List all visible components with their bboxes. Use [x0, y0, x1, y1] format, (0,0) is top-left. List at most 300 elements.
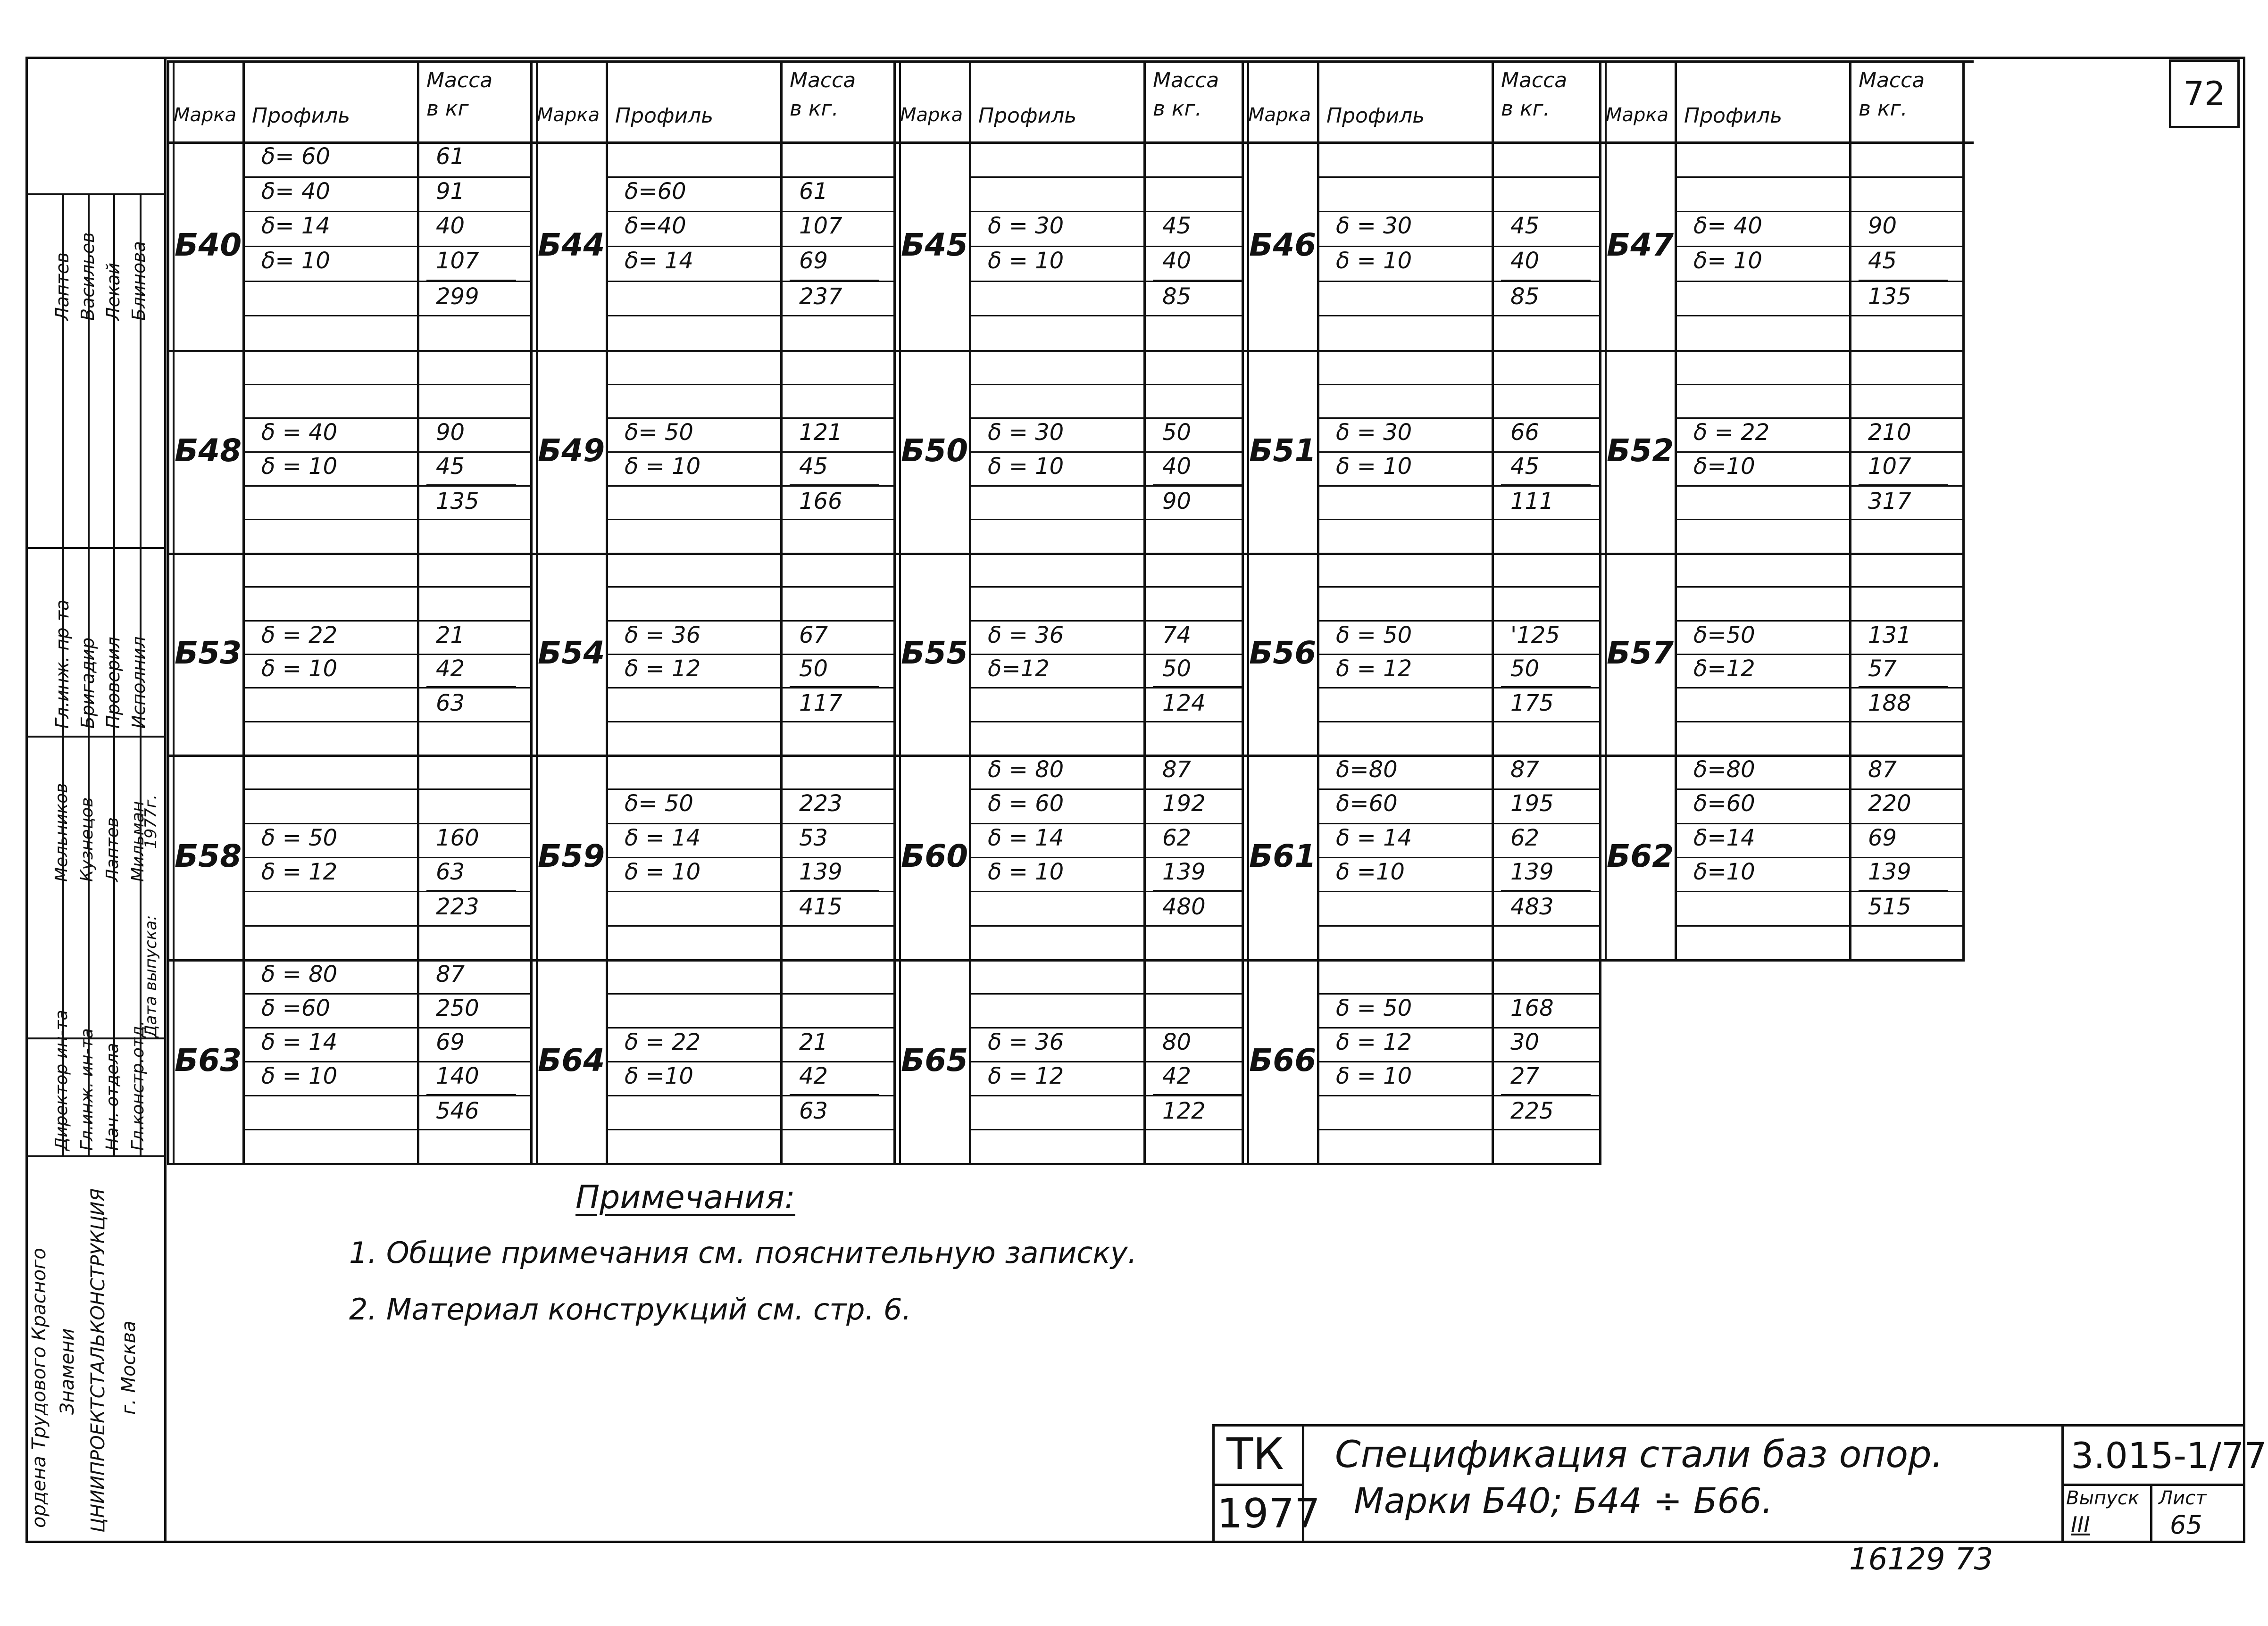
row-subline	[1675, 384, 1962, 385]
mass-cell: 140	[436, 1063, 479, 1089]
column-border	[606, 60, 608, 1163]
stamp-role: Бригадир	[77, 637, 98, 729]
profile-cell: δ =10	[1336, 859, 1405, 885]
mass-cell: 69	[436, 1029, 465, 1055]
year-label: 1977	[1217, 1490, 1320, 1537]
row-subline	[1317, 823, 1599, 824]
mark-label: Б40	[175, 227, 242, 263]
stamp-role: Гл.инж. ин-та	[77, 1028, 97, 1151]
mass-cell: 57	[1868, 655, 1897, 682]
total-underline	[1859, 484, 1948, 487]
mark-label: Б46	[1249, 227, 1317, 263]
mass-cell: 69	[1868, 824, 1897, 851]
row-border	[167, 350, 533, 352]
row-border	[1599, 553, 1965, 555]
mass-total: 546	[436, 1098, 479, 1124]
header-mark: Марка	[1248, 104, 1311, 126]
row-subline	[1317, 586, 1599, 588]
column-border	[969, 60, 971, 1163]
row-subline	[242, 211, 530, 212]
profile-cell: δ =60	[261, 995, 330, 1021]
row-border	[167, 553, 533, 555]
row-subline	[242, 993, 530, 995]
column-border	[1675, 60, 1677, 959]
profile-cell: δ= 50	[625, 419, 693, 446]
mass-cell: 67	[799, 622, 828, 648]
mass-cell: 210	[1868, 419, 1911, 446]
profile-cell: δ = 14	[988, 824, 1064, 851]
profile-cell: δ = 22	[625, 1029, 701, 1055]
group-border	[899, 60, 901, 1163]
mass-cell: 21	[799, 1029, 828, 1055]
group-border	[1247, 60, 1249, 1163]
profile-cell: δ=60	[1693, 790, 1755, 817]
note-line-2: 2. Материал конструкций см. стр. 6.	[349, 1292, 912, 1327]
profile-cell: δ= 10	[1693, 248, 1762, 274]
group-border	[893, 60, 896, 1163]
mass-cell: 63	[436, 859, 465, 885]
total-underline	[1859, 280, 1948, 282]
total-underline	[790, 484, 879, 487]
stamp-name: Мельников	[52, 783, 71, 882]
header-mass-unit: в кг	[426, 97, 469, 121]
row-subline	[1675, 417, 1962, 419]
profile-cell: δ=80	[1336, 756, 1398, 783]
mass-cell: 45	[799, 453, 828, 480]
row-subline	[606, 823, 893, 824]
stamp-divider	[25, 193, 165, 195]
profile-cell: δ=50	[1693, 622, 1755, 648]
row-subline	[969, 620, 1242, 622]
row-subline	[969, 451, 1242, 453]
profile-cell: δ=60	[625, 178, 686, 205]
notes-title: Примечания:	[575, 1179, 795, 1216]
mass-total: 515	[1868, 894, 1911, 921]
mass-cell: 30	[1510, 1029, 1540, 1055]
row-subline	[1675, 857, 1962, 858]
mass-cell: 42	[436, 655, 465, 682]
profile-cell: δ = 10	[1336, 248, 1412, 274]
row-subline	[242, 315, 530, 316]
total-underline	[1153, 890, 1242, 892]
row-subline	[242, 451, 530, 453]
row-border	[167, 755, 533, 757]
row-subline	[242, 246, 530, 247]
row-subline	[242, 620, 530, 622]
total-underline	[790, 1094, 879, 1096]
mass-cell: 45	[1510, 453, 1540, 480]
row-border	[530, 959, 896, 962]
row-subline	[606, 721, 893, 722]
mass-cell: 121	[799, 419, 842, 446]
doc-code: 3.015-1/77	[2071, 1435, 2267, 1477]
row-subline	[969, 176, 1242, 178]
mass-cell: 50	[799, 655, 828, 682]
row-border	[1242, 350, 1601, 352]
stamp-name: Лаптев	[103, 817, 122, 882]
profile-cell: δ = 50	[1336, 995, 1412, 1021]
row-subline	[1317, 417, 1599, 419]
profile-cell: δ = 22	[1693, 419, 1770, 446]
mass-cell: 40	[436, 213, 465, 240]
column-border	[242, 60, 245, 1163]
row-subline	[1317, 620, 1599, 622]
mass-cell: 220	[1868, 790, 1911, 817]
mass-cell: 107	[799, 213, 842, 240]
row-subline	[969, 654, 1242, 655]
mark-label: Б58	[175, 838, 242, 874]
total-underline	[790, 686, 879, 689]
org-line-4: г. Москва	[118, 1320, 140, 1415]
row-subline	[242, 823, 530, 824]
mass-cell: 62	[1162, 824, 1192, 851]
header-mass-unit: в кг.	[1859, 97, 1908, 121]
profile-cell: δ = 10	[261, 1063, 338, 1089]
row-subline	[606, 586, 893, 588]
row-border	[893, 755, 1244, 757]
mark-label: Б52	[1607, 432, 1674, 469]
profile-cell: δ = 30	[988, 419, 1064, 446]
profile-cell: δ = 36	[988, 1029, 1064, 1055]
row-subline	[1317, 788, 1599, 790]
mass-total: 480	[1162, 894, 1206, 921]
total-underline	[1501, 1094, 1591, 1096]
profile-cell: δ = 10	[988, 453, 1064, 480]
row-subline	[606, 315, 893, 316]
header-profile: Профиль	[1684, 104, 1783, 128]
stamp-name: Лекай	[103, 263, 124, 321]
row-subline	[1675, 654, 1962, 655]
row-subline	[969, 417, 1242, 419]
row-subline	[606, 246, 893, 247]
mass-cell: 74	[1162, 622, 1192, 648]
mark-label: Б64	[538, 1042, 605, 1078]
stamp-border	[164, 57, 167, 1543]
total-underline	[1153, 484, 1242, 487]
mass-cell: 139	[799, 859, 842, 885]
stamp-name: Мильман	[128, 801, 148, 882]
row-border	[1599, 755, 1965, 757]
row-border	[1242, 959, 1601, 962]
mass-cell: 45	[1162, 213, 1192, 240]
row-subline	[969, 788, 1242, 790]
mass-cell: 91	[436, 178, 465, 205]
row-subline	[606, 993, 893, 995]
title-line-2: Марки Б40; Б44 ÷ Б66.	[1354, 1481, 1773, 1521]
mass-cell: 62	[1510, 824, 1540, 851]
mass-total: 225	[1510, 1098, 1554, 1124]
total-underline	[1153, 686, 1242, 689]
total-underline	[1501, 890, 1591, 892]
mass-cell: 40	[1510, 248, 1540, 274]
mass-cell: 42	[799, 1063, 828, 1089]
mark-label: Б44	[538, 227, 605, 263]
row-subline	[1317, 857, 1599, 858]
row-subline	[969, 384, 1242, 385]
total-underline	[426, 484, 516, 487]
row-border	[893, 350, 1244, 352]
row-subline	[969, 925, 1242, 927]
row-subline	[1675, 519, 1962, 520]
mark-label: Б54	[538, 635, 605, 671]
column-border	[1143, 60, 1146, 1163]
profile-cell: δ =10	[625, 1063, 693, 1089]
row-subline	[606, 788, 893, 790]
mass-cell: '125	[1510, 622, 1560, 648]
stamp-name: Лаптев	[52, 252, 73, 321]
row-subline	[242, 1061, 530, 1062]
row-subline	[606, 176, 893, 178]
row-subline	[1317, 1061, 1599, 1062]
mass-cell: 27	[1510, 1063, 1540, 1089]
stamp-release-date: 1977г.	[142, 794, 160, 849]
mass-cell: 66	[1510, 419, 1540, 446]
row-subline	[242, 384, 530, 385]
profile-cell: δ=12	[1693, 655, 1755, 682]
row-subline	[242, 176, 530, 178]
profile-cell: δ=14	[1693, 824, 1755, 851]
row-subline	[242, 654, 530, 655]
row-border	[530, 350, 896, 352]
mass-cell: 40	[1162, 248, 1192, 274]
total-underline	[1501, 484, 1591, 487]
title-block	[1212, 1424, 2267, 1543]
mass-total: 124	[1162, 690, 1206, 717]
row-subline	[242, 417, 530, 419]
mass-total: 63	[799, 1098, 828, 1124]
row-subline	[1675, 788, 1962, 790]
row-subline	[242, 586, 530, 588]
mass-cell: 195	[1510, 790, 1554, 817]
row-subline	[242, 1129, 530, 1130]
mark-label: Б53	[175, 635, 242, 671]
row-subline	[606, 1129, 893, 1130]
note-line-1: 1. Общие примечания см. пояснительную записку.	[349, 1236, 1137, 1270]
profile-cell: δ = 60	[988, 790, 1064, 817]
header-mark: Марка	[1606, 104, 1669, 126]
group-border	[1242, 60, 1244, 1163]
mass-total: 317	[1868, 488, 1911, 514]
row-subline	[606, 654, 893, 655]
row-subline	[969, 823, 1242, 824]
row-border	[530, 553, 896, 555]
header-mass: Масса	[1501, 68, 1568, 92]
total-underline	[1153, 1094, 1242, 1096]
mark-label: Б56	[1249, 635, 1317, 671]
total-underline	[790, 890, 879, 892]
mark-label: Б61	[1249, 838, 1317, 874]
profile-cell: δ = 10	[988, 248, 1064, 274]
row-subline	[606, 384, 893, 385]
stamp-divider	[25, 1155, 165, 1157]
column-border	[1317, 60, 1319, 1163]
group-border	[530, 60, 533, 1163]
mark-label: Б49	[538, 432, 605, 469]
total-underline	[426, 280, 516, 282]
mass-cell: 42	[1162, 1063, 1192, 1089]
stamp-name: Кузнецов	[77, 797, 97, 882]
row-subline	[1317, 519, 1599, 520]
row-subline	[606, 451, 893, 453]
profile-cell: δ=10	[1693, 859, 1755, 885]
row-subline	[242, 1027, 530, 1029]
sheet-value: 65	[2170, 1510, 2202, 1540]
mark-label: Б45	[901, 227, 968, 263]
org-line-3: ЦНИИПРОЕКТСТАЛЬКОНСТРУКЦИЯ	[87, 1188, 109, 1533]
profile-cell: δ = 22	[261, 622, 338, 648]
row-border	[530, 1163, 896, 1165]
mass-cell: 139	[1868, 859, 1911, 885]
profile-cell: δ = 10	[988, 859, 1064, 885]
mass-total: 122	[1162, 1098, 1206, 1124]
group-border	[173, 60, 175, 1163]
row-subline	[1317, 1027, 1599, 1029]
profile-cell: δ=60	[1336, 790, 1398, 817]
mass-cell: 250	[436, 995, 479, 1021]
profile-cell: δ = 12	[261, 859, 338, 885]
row-subline	[242, 788, 530, 790]
profile-cell: δ = 30	[1336, 419, 1412, 446]
header-profile: Профиль	[978, 104, 1077, 128]
profile-cell: δ = 50	[1336, 622, 1412, 648]
mass-cell: 45	[1868, 248, 1897, 274]
row-subline	[1317, 451, 1599, 453]
row-subline	[606, 857, 893, 858]
row-border	[1599, 350, 1965, 352]
column-border	[1492, 60, 1494, 1163]
row-subline	[1317, 993, 1599, 995]
mass-cell: 131	[1868, 622, 1911, 648]
mark-label: Б55	[901, 635, 968, 671]
mark-label: Б48	[175, 432, 242, 469]
profile-cell: δ = 12	[1336, 1029, 1412, 1055]
mass-cell: 21	[436, 622, 465, 648]
header-mass: Масса	[1859, 68, 1925, 92]
profile-cell: δ=12	[988, 655, 1050, 682]
row-subline	[1317, 211, 1599, 212]
mass-cell: 107	[436, 248, 479, 274]
mark-label: Б57	[1607, 635, 1674, 671]
row-subline	[1317, 384, 1599, 385]
profile-cell: δ = 80	[988, 756, 1064, 783]
profile-cell: δ = 30	[988, 213, 1064, 240]
row-subline	[1317, 246, 1599, 247]
row-border	[1242, 553, 1601, 555]
profile-cell: δ= 40	[261, 178, 330, 205]
stamp-divider	[25, 736, 165, 738]
row-subline	[1317, 176, 1599, 178]
profile-cell: δ = 14	[1336, 824, 1412, 851]
mass-cell: 160	[436, 824, 479, 851]
row-border	[1242, 755, 1601, 757]
mass-cell: 45	[1510, 213, 1540, 240]
profile-cell: δ = 10	[625, 859, 701, 885]
row-subline	[1317, 721, 1599, 722]
sheet-number: 72	[2169, 59, 2240, 128]
row-subline	[242, 721, 530, 722]
row-subline	[606, 1061, 893, 1062]
mark-label: Б59	[538, 838, 605, 874]
issue-label: Выпуск	[2066, 1487, 2139, 1509]
mass-total: 135	[436, 488, 479, 514]
row-subline	[1675, 721, 1962, 722]
header-profile: Профиль	[252, 104, 350, 128]
row-subline	[969, 586, 1242, 588]
row-subline	[242, 925, 530, 927]
stamp-role: Проверил	[103, 637, 124, 729]
profile-cell: δ = 10	[625, 453, 701, 480]
row-subline	[969, 1129, 1242, 1130]
profile-cell: δ= 14	[625, 248, 693, 274]
profile-cell: δ = 50	[261, 824, 338, 851]
profile-cell: δ = 10	[1336, 1063, 1412, 1089]
column-border	[417, 60, 419, 1163]
mark-label: Б47	[1607, 227, 1674, 263]
row-subline	[1317, 315, 1599, 316]
row-subline	[1675, 620, 1962, 622]
total-underline	[1501, 280, 1591, 282]
header-mass: Масса	[790, 68, 856, 92]
mark-label: Б63	[175, 1042, 242, 1078]
total-underline	[1859, 890, 1948, 892]
mass-cell: 192	[1162, 790, 1206, 817]
mark-label: Б60	[901, 838, 968, 874]
mass-cell: 87	[1868, 756, 1897, 783]
mass-cell: 80	[1162, 1029, 1192, 1055]
profile-cell: δ= 14	[261, 213, 330, 240]
row-border	[893, 553, 1244, 555]
row-subline	[1675, 211, 1962, 212]
stamp-name: Блинова	[128, 241, 149, 321]
mass-total: 111	[1510, 488, 1554, 514]
row-subline	[606, 925, 893, 927]
stamp-divider	[25, 547, 165, 549]
row-subline	[969, 1061, 1242, 1062]
row-subline	[1675, 315, 1962, 316]
row-subline	[1675, 246, 1962, 247]
profile-cell: δ = 10	[261, 453, 338, 480]
mark-label: Б50	[901, 432, 968, 469]
total-underline	[426, 890, 516, 892]
row-subline	[1675, 451, 1962, 453]
row-border	[893, 1163, 1244, 1165]
mass-total: 85	[1510, 283, 1540, 310]
row-border	[167, 1163, 533, 1165]
row-subline	[969, 315, 1242, 316]
total-underline	[1153, 280, 1242, 282]
profile-cell: δ=80	[1693, 756, 1755, 783]
profile-cell: δ = 10	[1336, 453, 1412, 480]
mark-label: Б66	[1249, 1042, 1317, 1078]
row-subline	[606, 620, 893, 622]
row-subline	[1317, 925, 1599, 927]
mass-total: 223	[436, 894, 479, 921]
mark-label: Б51	[1249, 432, 1317, 469]
header-profile: Профиль	[1326, 104, 1425, 128]
row-subline	[606, 211, 893, 212]
mass-cell: 50	[1162, 419, 1192, 446]
mass-total: 188	[1868, 690, 1911, 717]
mass-cell: 50	[1162, 655, 1192, 682]
header-profile: Профиль	[615, 104, 714, 128]
mass-total: 483	[1510, 894, 1554, 921]
mass-cell: 40	[1162, 453, 1192, 480]
mark-label: Б62	[1607, 838, 1674, 874]
issue-value: III	[2071, 1512, 2090, 1537]
row-subline	[969, 857, 1242, 858]
stamp-role: Директор ин-та	[52, 1010, 71, 1151]
row-subline	[242, 857, 530, 858]
